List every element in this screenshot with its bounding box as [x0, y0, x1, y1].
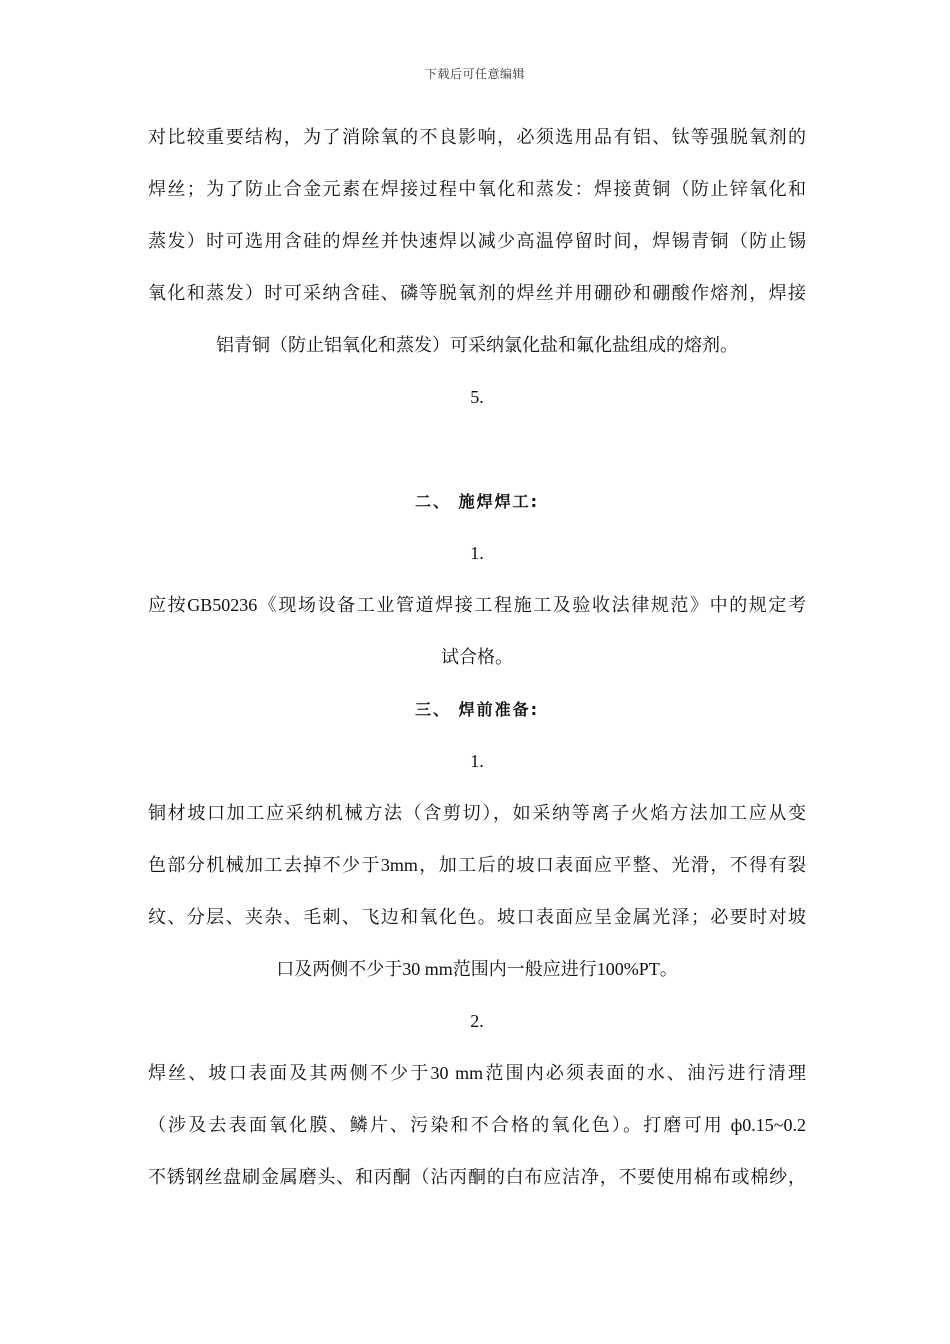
- paragraph-line: 不锈钢丝盘刷金属磨头、和丙酮（沾丙酮的白布应洁净，不要使用棉布或棉纱，: [148, 1167, 806, 1187]
- section-heading-text: 三、 焊前准备: [415, 700, 531, 719]
- section-heading-text: 二、 施焊焊工: [415, 492, 531, 511]
- paragraph-line: 焊丝、坡口表面及其两侧不少于30 mm范围内必须表面的水、油污进行清理: [148, 1063, 806, 1083]
- paragraph-line: 试合格。: [441, 647, 513, 667]
- document-body: [148, 116, 806, 1208]
- section-heading: [148, 688, 806, 740]
- section-heading: [148, 480, 806, 532]
- paragraph-line: （涉及去表面氧化膜、鳞片、污染和不合格的氧化色）。打磨可用 ф0.15~0.2: [148, 1115, 806, 1135]
- paragraph-line: 氧化和蒸发）时可采纳含硅、磷等脱氧剂的焊丝并用硼砂和硼酸作熔剂，焊接: [148, 283, 806, 303]
- page-header: 下载后可任意编辑: [424, 67, 525, 81]
- paragraph-line: 铜材坡口加工应采纳机械方法（含剪切），如采纳等离子火焰方法加工应从变: [148, 803, 806, 823]
- paragraph-line: 口及两侧不少于30 mm范围内一般应进行100%PT。: [276, 959, 678, 979]
- paragraph-line: 应按GB50236《现场设备工业管道焊接工程施工及验收法律规范》中的规定考: [148, 595, 806, 615]
- item-number: 1.: [470, 543, 484, 563]
- paragraph-line: 色部分机械加工去掉不少于3mm，加工后的坡口表面应平整、光滑，不得有裂: [148, 855, 806, 875]
- paragraph-line: 对比较重要结构，为了消除氧的不良影响，必须选用品有铝、钛等强脱氧剂的: [148, 127, 806, 147]
- spacer: [148, 428, 806, 480]
- paragraph-line: 焊丝；为了防止合金元素在焊接过程中氧化和蒸发：焊接黄铜（防止锌氧化和: [148, 179, 806, 199]
- paragraph-line: 蒸发）时可选用含硅的焊丝并快速焊以减少高温停留时间，焊锡青铜（防止锡: [148, 231, 806, 251]
- item-number: 2.: [470, 1011, 484, 1031]
- paragraph-line: 铝青铜（防止铝氧化和蒸发）可采纳氯化盐和氟化盐组成的熔剂。: [216, 335, 738, 355]
- paragraph-line: 纹、分层、夹杂、毛刺、飞边和氧化色。坡口表面应呈金属光泽；必要时对坡: [148, 907, 806, 927]
- section-heading-colon: :: [530, 700, 539, 719]
- section-heading-colon: :: [530, 492, 539, 511]
- item-number: 1.: [470, 751, 484, 771]
- item-number: 5.: [470, 387, 484, 407]
